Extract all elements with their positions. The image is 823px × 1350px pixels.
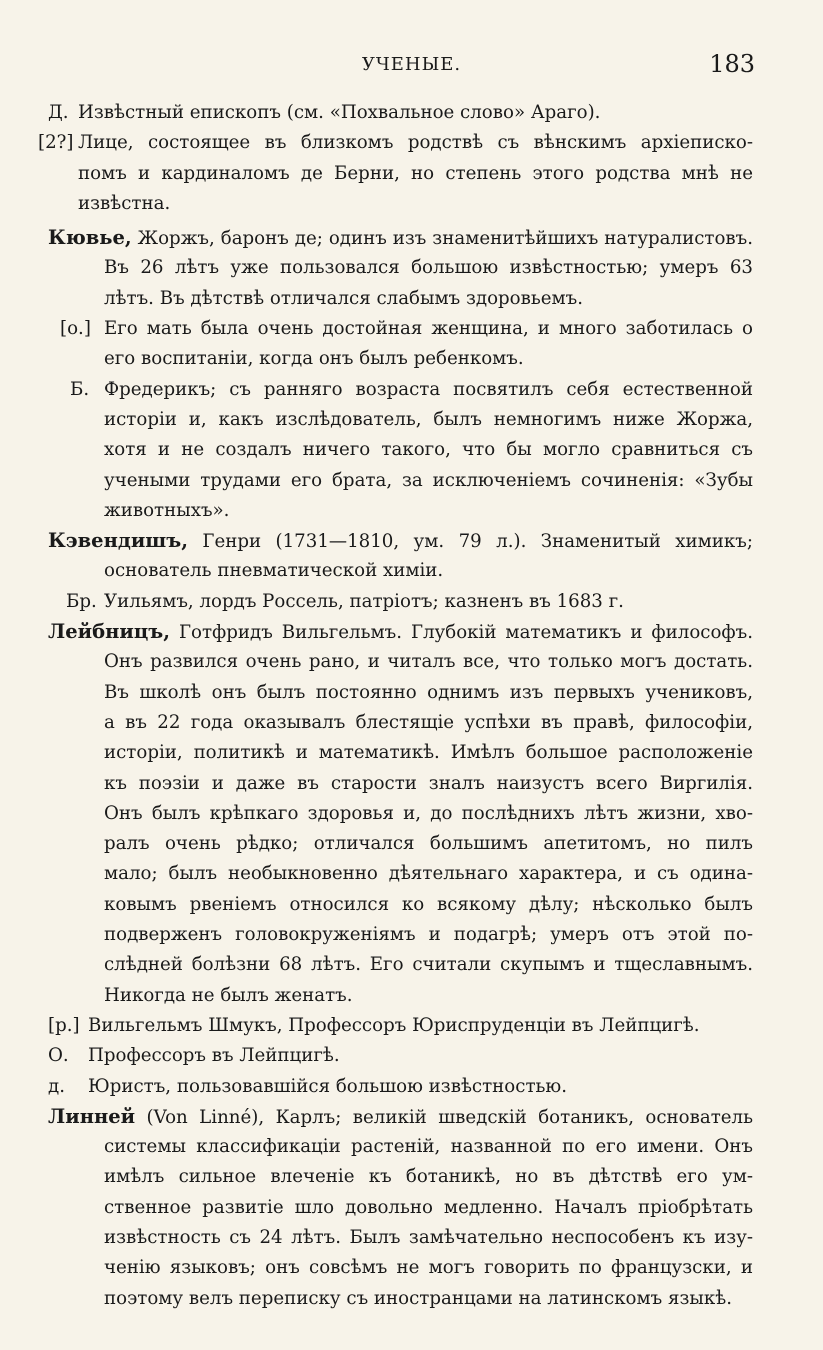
entry-first-line: (Von Linné), Карлъ; великій шведскій ботаникъ, основатель <box>135 1106 753 1128</box>
text-line: а въ 22 года оказывалъ блестящіе успѣхи въ правѣ, философіи, <box>104 711 753 733</box>
main-entry <box>0 617 823 1011</box>
text-line: ственное развитіе шло довольно медленно. Началъ пріобрѣтать <box>104 1196 753 1218</box>
text-line: Въ школѣ онъ былъ постоянно однимъ изъ первыхъ учениковъ, <box>104 681 753 703</box>
entry-marker: [р.] <box>48 1014 80 1036</box>
entry-name: Лейбницъ, <box>48 620 171 644</box>
entry-text: животныхъ». <box>104 499 230 521</box>
sub-entry <box>0 587 823 617</box>
entry-text: его воспитаніи, когда онъ былъ ребенкомъ. <box>104 348 524 370</box>
text-line: ковымъ рвеніемъ относился ко всякому дѣлу; нѣсколько былъ <box>104 893 753 915</box>
text-line: слѣдней болѣзни 68 лѣтъ. Его считали скупымъ и тщеславнымъ. <box>104 954 753 976</box>
entry-text: Извѣстный епископъ (см. «Похвальное слово» Араго). <box>78 102 601 123</box>
entry-text: Профессоръ въ Лейпцигѣ. <box>88 1045 340 1067</box>
text-line: исторіи, политикѣ и математикѣ. Имѣлъ большое расположеніе <box>104 742 753 764</box>
sub-entry <box>0 1072 823 1102</box>
text-line <box>104 496 753 526</box>
page-header <box>0 50 823 82</box>
entry-marker: [2?] <box>38 132 74 154</box>
entry-name: Кювье, <box>48 226 132 250</box>
text-line <box>104 466 753 496</box>
text-line: поэтому велъ переписку съ иностранцами на латинскомъ языкѣ. <box>104 1287 732 1309</box>
page-number: 183 <box>709 50 755 78</box>
text-line <box>48 98 753 128</box>
sub-entry <box>0 375 823 526</box>
entry-text: исторіи и, какъ изслѣдователь, былъ немногимъ ниже Жоржа, <box>104 408 753 430</box>
text-line <box>60 314 753 344</box>
text-line: Никогда не былъ женатъ. <box>104 984 353 1006</box>
entry-marker: Бр. <box>66 590 97 612</box>
main-entry <box>0 526 823 587</box>
entry-text: хотя и не создалъ ничего такого, что бы могло сравниться съ <box>104 439 753 461</box>
text-line <box>48 1072 753 1102</box>
entry-first-line: Жоржъ, баронъ де; одинъ изъ знаменитѣйшихъ натуралистовъ. <box>131 228 753 250</box>
text-line: лѣтъ. Въ дѣтствѣ отличался слабымъ здоровьемъ. <box>104 287 584 309</box>
text-line: имѣлъ сильное влеченіе къ ботаникѣ, но въ дѣтствѣ его ум- <box>104 1166 753 1188</box>
text-line <box>104 435 753 465</box>
entry-name: Кэвендишъ, <box>48 529 189 553</box>
text-line: ченію языковъ; онъ совсѣмъ не могъ говорить по французски, и <box>104 1257 753 1279</box>
text-line: извѣстность съ 24 лѣтъ. Былъ замѣчательно неспособенъ къ изу- <box>104 1226 753 1248</box>
text-line <box>38 128 753 158</box>
text-line <box>104 405 753 435</box>
entry-text: Уильямъ, лордъ Россель, патріотъ; казненъ въ 1683 г. <box>104 590 624 612</box>
entry-text: учеными трудами его брата, за исключеніемъ сочиненія: «Зубы <box>104 469 753 491</box>
text-line <box>66 587 753 617</box>
sub-entry <box>0 1011 823 1041</box>
text-line <box>104 344 753 374</box>
sub-entry <box>0 128 823 219</box>
text-line <box>78 159 753 189</box>
text-line <box>48 617 753 647</box>
entry-marker: Д. <box>48 102 69 123</box>
text-line <box>48 1102 753 1132</box>
entry-text: Лице, состоящее въ близкомъ родствѣ съ вѣнскимъ архіеписко- <box>78 132 753 154</box>
text-line <box>48 1011 753 1041</box>
text-line: Въ 26 лѣтъ уже пользовался большою извѣстностью; умеръ 63 <box>104 257 753 279</box>
entry-text: Вильгельмъ Шмукъ, Профессоръ Юриспруденціи въ Лейпцигѣ. <box>88 1014 700 1036</box>
entry-marker: Б. <box>70 378 90 400</box>
text-line: ралъ очень рѣдко; отличался большимъ апетитомъ, но пилъ <box>104 833 753 855</box>
text-line: Онъ былъ крѣпкаго здоровья и, до послѣднихъ лѣтъ жизни, хво- <box>104 802 753 824</box>
entry-text: извѣстна. <box>78 192 171 214</box>
text-line: основатель пневматической химіи. <box>104 560 444 582</box>
text-line <box>70 375 753 405</box>
sub-entry <box>0 1041 823 1071</box>
entry-text: Его мать была очень достойная женщина, и много заботилась о <box>104 318 753 340</box>
page-body <box>0 98 823 1314</box>
text-line: подверженъ головокруженіямъ и подагрѣ; умеръ отъ этой по- <box>104 924 753 946</box>
main-entry <box>0 223 823 314</box>
sub-entry <box>0 314 823 375</box>
entry-text: Фредерикъ; съ ранняго возраста посвятилъ себя естественной <box>104 378 753 400</box>
text-line: къ поэзіи и даже въ старости зналъ наизустъ всего Виргилія. <box>104 772 753 794</box>
text-line <box>48 223 753 253</box>
entry-marker: д. <box>48 1075 65 1097</box>
entry-first-line: Готфридъ Вильгельмъ. Глубокій математикъ и философъ. <box>170 622 753 644</box>
sub-entry <box>0 98 823 128</box>
entry-text: помъ и кардиналомъ де Берни, но степень этого родства мнѣ не <box>78 162 753 184</box>
text-line: мало; былъ необыкновенно дѣятельнаго характера, и съ одина- <box>104 863 753 885</box>
text-line: системы классификаціи растеній, названной по его имени. Онъ <box>104 1136 753 1158</box>
entry-marker: [о.] <box>60 318 91 340</box>
entry-name: Линней <box>48 1104 136 1128</box>
main-entry <box>0 1102 823 1314</box>
text-line <box>78 189 753 219</box>
text-line <box>48 1041 753 1071</box>
running-title: УЧЕНЫЕ. <box>361 54 462 75</box>
entry-first-line: Генри (1731—1810, ум. 79 л.). Знаменитый химикъ; <box>188 531 753 553</box>
text-line <box>48 526 753 556</box>
entry-text: Юристъ, пользовавшійся большою извѣстностью. <box>88 1075 568 1097</box>
entry-marker: О. <box>48 1045 69 1067</box>
text-line: Онъ развился очень рано, и читалъ все, что только могъ достать. <box>104 651 753 673</box>
